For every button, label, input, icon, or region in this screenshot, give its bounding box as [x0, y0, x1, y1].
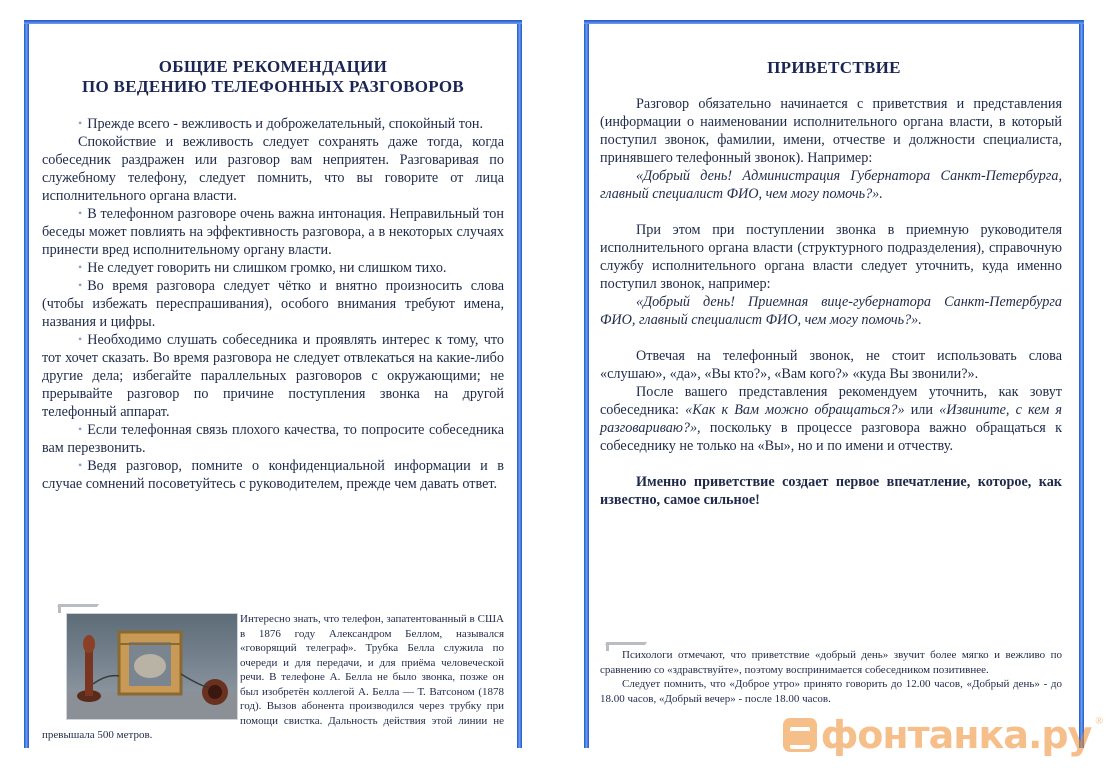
right-paragraph-4-quote-2: «Извините, с кем я разговариваю?» — [600, 402, 1062, 436]
left-paragraph-4: • Не следует говорить ни слишком громко, ни слишком тихо. — [42, 259, 504, 277]
right-note-1: Психологи отмечают, что приветствие «добрый день» звучит более мягко и вежливо по сравнению со «здравствуйте», поэтому воспринимается собеседником позитивнее. — [600, 649, 1062, 676]
right-paragraph-4-text-a: После вашего представления рекомендуем уточнить, как зовут собеседника: — [600, 384, 1062, 418]
registered-mark: ® — [1095, 716, 1103, 727]
left-paragraph-3: • В телефонном разговоре очень важна интонация. Неправильный тон беседы может повлиять на эффективность разговора, а в некоторых случаях принести вред исполнительному органу власти. — [42, 205, 504, 259]
left-note-text: Интересно знать, что телефон, запатентованный в США в 1876 году Александром Беллом, назывался «говорящий телеграф». Трубка Белла служила по очереди и для передачи, и для приёма человеческой речи. В телефоне А. Белла не было звонка, позже он был изобретён коллегой А. Белла — Т. Ватсоном (1878 год). Вызов абонента производился через трубку при помощи свистка. Дальность действия этой линии не превышала 500 метров. — [42, 613, 504, 741]
right-quote-2: «Добрый день! Приемная вице-губернатора Санкт-Петербурга ФИО, главный специалист ФИО, чем могу помочь?». — [600, 294, 1062, 328]
right-title: ПРИВЕТСТВИЕ — [767, 58, 901, 77]
right-paragraph-4-text-b: или — [904, 402, 940, 418]
left-paragraph-8: • Ведя разговор, помните о конфиденциальной информации и в случае сомнений посоветуйтесь с руководителем, прежде чем давать ответ. — [42, 457, 504, 493]
left-paragraph-5: • Во время разговора следует чётко и внятно произносить слова (чтобы избежать переспрашивания), особого внимания требуют имена, названия и цифры. — [42, 277, 504, 331]
fontanka-logo-icon — [783, 718, 817, 752]
left-paragraph-1: • Прежде всего - вежливость и доброжелательный, спокойный тон. — [42, 115, 504, 133]
right-page-frame-top — [584, 20, 1084, 24]
left-paragraph-6: • Необходимо слушать собеседника и проявлять интерес к тому, что тот хочет сказать. Во время разговора не следует отвлекаться на какие-либо другие дела; избегайте параллельных разговоров с окружающими; не прерывайте разговор по причине поступления звонка на другой телефонный аппарат. — [42, 331, 504, 421]
left-paragraph-7: • Если телефонная связь плохого качества, то попросите собеседника вам перезвонить. — [42, 421, 504, 457]
left-page-frame-left — [24, 20, 29, 748]
right-paragraph-1: Разговор обязательно начинается с приветствия и представления (информации о наименовании исполнительного органа власти, в который поступил звонок, фамилии, имени, отчестве и должности специалиста, принявшего телефонный звонок). Например: — [600, 96, 1062, 166]
left-title-line2: ПО ВЕДЕНИЮ ТЕЛЕФОННЫХ РАЗГОВОРОВ — [81, 77, 465, 96]
left-page-frame-top — [24, 20, 522, 24]
right-note-2: Следует помнить, что «Доброе утро» принято говорить до 12.00 часов, «Добрый день» - до 18.00 часов, «Добрый вечер» - после 18.00 часов. — [600, 678, 1062, 705]
left-title — [24, 57, 522, 97]
left-body — [42, 115, 504, 493]
right-paragraph-2: При этом при поступлении звонка в приемную руководителя исполнительного органа власти (структурного подразделения), справочную службу исполнительного органа власти следует уточнить, куда именно поступил звонок, например: — [600, 222, 1062, 292]
right-page-frame-left — [584, 20, 589, 748]
right-paragraph-4-quote-1: «Как к Вам можно обращаться?» — [685, 402, 905, 418]
right-bold-statement: Именно приветствие создает первое впечатление, которое, как известно, самое сильное! — [600, 474, 1062, 508]
right-page-frame-right — [1079, 20, 1084, 748]
right-body — [600, 95, 1062, 509]
right-note — [600, 648, 1062, 706]
right-quote-1: «Добрый день! Администрация Губернатора Санкт-Петербурга, главный специалист ФИО, чем могу помочь?». — [600, 168, 1062, 202]
left-page — [24, 20, 522, 748]
left-note-quote-mark-icon — [58, 604, 98, 612]
right-paragraph-4 — [600, 383, 1062, 455]
left-paragraph-2: Спокойствие и вежливость следует сохранять даже тогда, когда собеседник раздражен или разговор вам неприятен. Разговаривая по служебному телефону, следует помнить, что вы говорите от лица исполнительного органа власти. — [42, 134, 504, 204]
right-paragraph-4-text-c: , поскольку в процессе разговора важно обращаться к собеседнику не только на «Вы», но и по имени и отчеству. — [600, 420, 1062, 454]
watermark-text: фонтанка.ру — [820, 713, 1092, 757]
left-page-frame-right — [517, 20, 522, 748]
right-paragraph-3: Отвечая на телефонный звонок, не стоит использовать слова «слушаю», «да», «Вы кто?», «Вам кого?» «куда Вы звонили?». — [600, 348, 1062, 382]
left-title-line1: ОБЩИЕ РЕКОМЕНДАЦИИ — [158, 57, 388, 76]
left-note — [42, 612, 504, 743]
right-page — [584, 20, 1084, 748]
fontanka-watermark — [783, 713, 1103, 757]
